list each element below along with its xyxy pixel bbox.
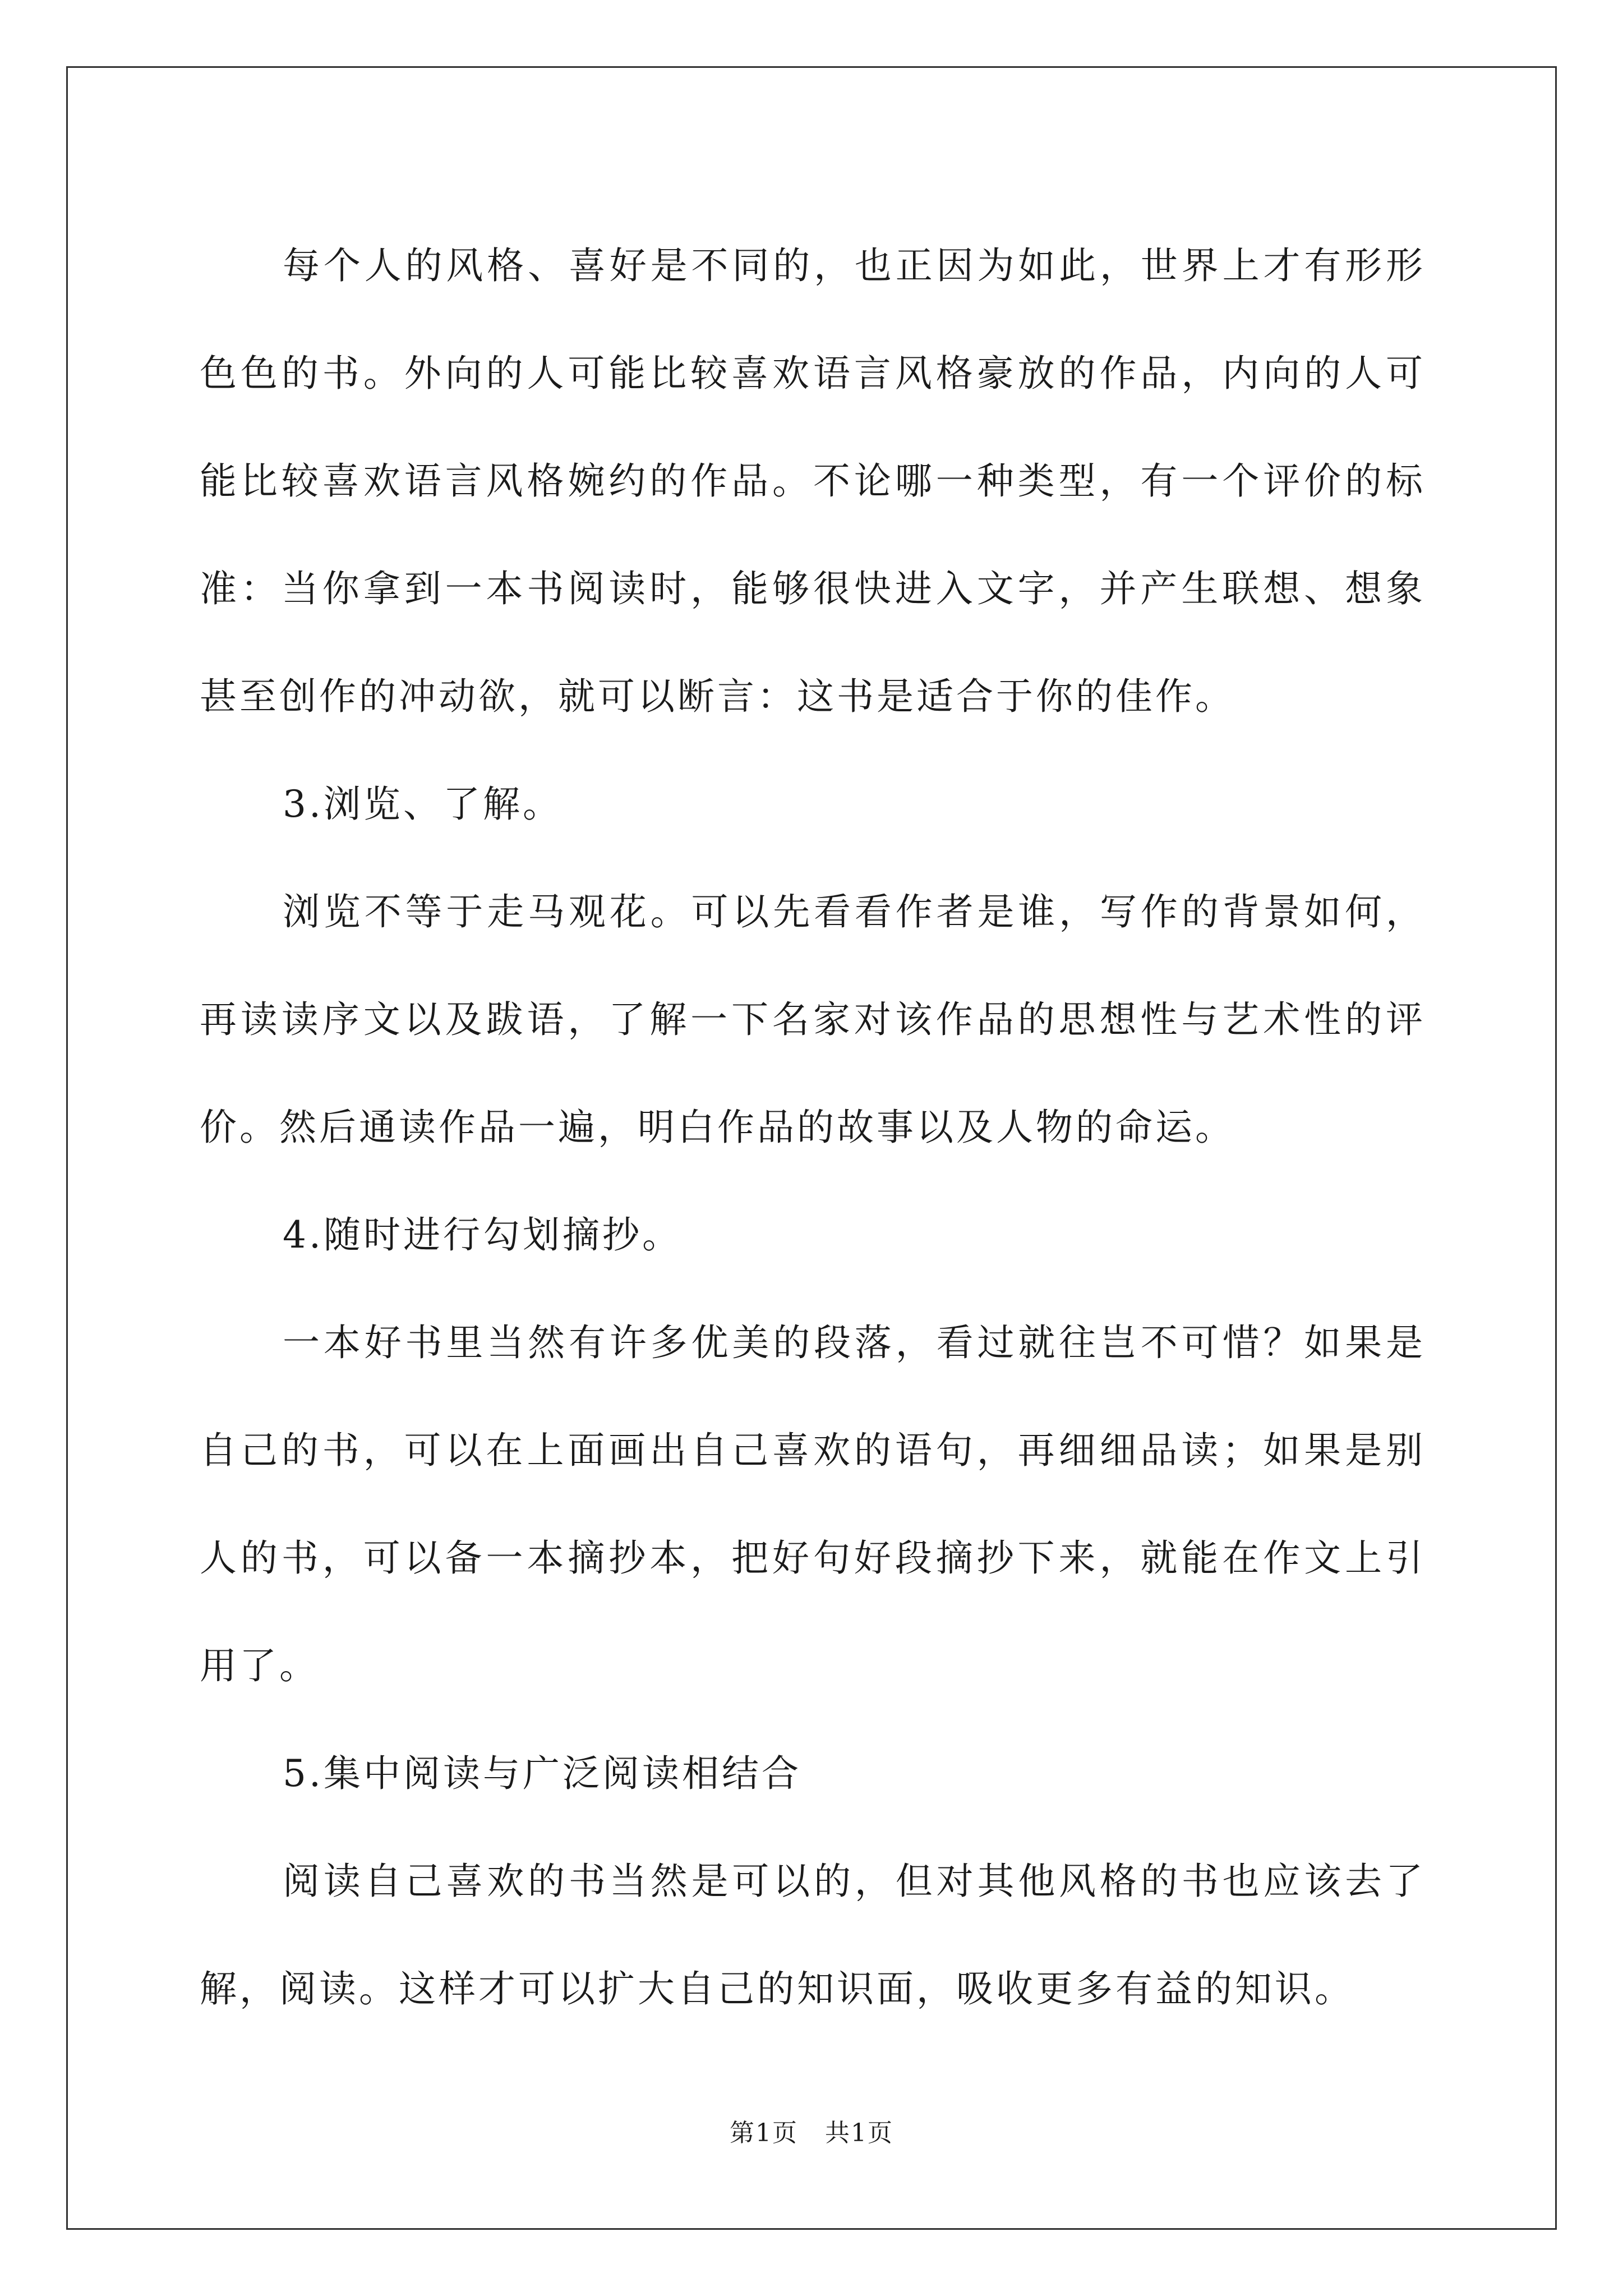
paragraph-excerpt: 一本好书里当然有许多优美的段落，看过就往岂不可惜？如果是自己的书，可以在上面画出自己喜欢的语句，再细细品读；如果是别人的书，可以备一本摘抄本，把好句好段摘抄下来，就能在作文上引用了。 xyxy=(200,1321,1426,1687)
page-footer: 第1页 共1页 xyxy=(730,2119,893,2147)
document-body xyxy=(200,212,1426,2043)
paragraph-browse: 浏览不等于走马观花。可以先看看作者是谁，写作的背景如何，再读读序文以及跋语，了解一下名家对该作品的思想性与艺术性的评价。然后通读作品一遍，明白作品的故事以及人物的命运。 xyxy=(200,890,1426,1149)
heading-browse-understand: 3.浏览、了解。 xyxy=(283,783,562,826)
heading-focused-broad-reading: 5.集中阅读与广泛阅读相结合 xyxy=(283,1752,801,1795)
heading-excerpt: 4.随时进行勾划摘抄。 xyxy=(283,1213,682,1257)
paragraph-reading-preference: 每个人的风格、喜好是不同的，也正因为如此，世界上才有形形色色的书。外向的人可能比较喜欢语言风格豪放的作品，内向的人可能比较喜欢语言风格婉约的作品。不论哪一种类型，有一个评价的标准：当你拿到一本书阅读时，能够很快进入文字，并产生联想、想象甚至创作的冲动欲，就可以断言：这书是适合于你的佳作。 xyxy=(200,244,1426,718)
paragraph-focused-broad-reading: 阅读自己喜欢的书当然是可以的，但对其他风格的书也应该去了解，阅读。这样才可以扩大自己的知识面，吸收更多有益的知识。 xyxy=(200,1860,1426,2010)
